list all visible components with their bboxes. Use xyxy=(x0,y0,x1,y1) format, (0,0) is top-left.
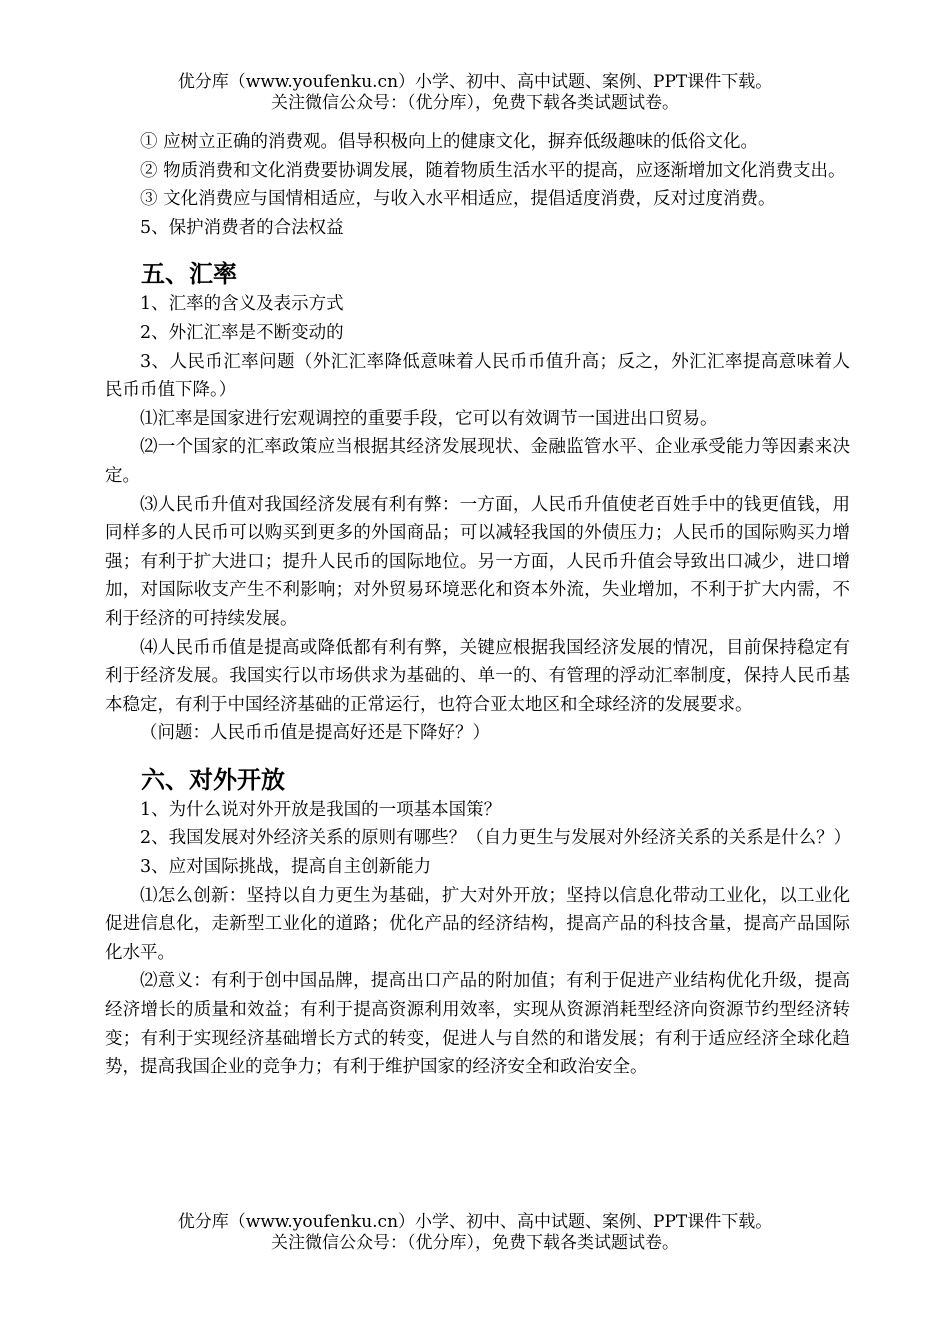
paragraph: ① 应树立正确的消费观。倡导积极向上的健康文化，摒弃低级趣味的低俗文化。 xyxy=(140,132,759,152)
paragraph: ⑷人民币币值是提高或降低都有利有弊，关键应根据我国经济发展的情况，目前保持稳定有利于经济发展。我国实行以市场供求为基础的、单一的、有管理的浮动汇率制度，保持人民币基本稳定，有利于中国经济基础的正常运行，也符合亚太地区和全球经济的发展要求。 xyxy=(105,637,850,715)
paragraph: 2、外汇汇率是不断变动的 xyxy=(140,322,344,343)
paragraph: 3、应对国际挑战，提高自主创新能力 xyxy=(140,857,432,878)
paragraph: 2、我国发展对外经济关系的原则有哪些？（自力更生与发展对外经济关系的关系是什么？） xyxy=(140,828,852,849)
paragraph: （问题：人民币币值是提高好还是下降好？） xyxy=(140,723,490,744)
paragraph: ⑴怎么创新：坚持以自力更生为基础，扩大对外开放；坚持以信息化带动工业化，以工业化促进信息化，走新型工业化的道路；优化产品的经济结构，提高产品的科技含量，提高产品国际化水平。 xyxy=(105,885,850,963)
paragraph: 5、保护消费者的合法权益 xyxy=(140,217,344,238)
paragraph: 1、汇率的含义及表示方式 xyxy=(140,294,344,315)
header-line-2: 关注微信公众号：（优分库），免费下载各类试题试卷。 xyxy=(271,93,679,113)
paragraph: ② 物质消费和文化消费要协调发展，随着物质生活水平的提高，应逐渐增加文化消费支出。 xyxy=(140,160,846,181)
paragraph: ⑵一个国家的汇率政策应当根据其经济发展现状、金融监管水平、企业承受能力等因素来决定。 xyxy=(105,437,850,486)
footer-line-1: 优分库（www.youfenku.cn）小学、初中、高中试题、案例、PPT课件下载。 xyxy=(177,1212,773,1232)
footer-line-2: 关注微信公众号：（优分库），免费下载各类试题试卷。 xyxy=(271,1233,679,1253)
document-body xyxy=(105,128,850,1082)
page-header xyxy=(0,72,950,114)
paragraph: ③ 文化消费应与国情相适应，与收入水平相适应，提倡适度消费，反对过度消费。 xyxy=(140,189,776,210)
section-heading: 六、对外开放 xyxy=(141,765,285,794)
paragraph: ⑵意义：有利于创中国品牌，提高出口产品的附加值；有利于促进产业结构优化升级，提高经济增长的质量和效益；有利于提高资源利用效率，实现从资源消耗型经济向资源节约型经济转变；有利于实现经济基础增长方式的转变，促进人与自然的和谐发展；有利于适应经济全球化趋势，提高我国企业的竞争力；有利于维护国家的经济安全和政治安全。 xyxy=(105,971,850,1078)
section-heading: 五、汇率 xyxy=(141,260,237,289)
page-footer xyxy=(0,1212,950,1254)
paragraph: ⑶人民币升值对我国经济发展有利有弊：一方面，人民币升值使老百姓手中的钱更值钱，用同样多的人民币可以购买到更多的外国商品；可以减轻我国的外债压力；人民币的国际购买力增强；有利于扩大进口；提升人民币的国际地位。另一方面，人民币升值会导致出口减少，进口增加，对国际收支产生不利影响；对外贸易环境恶化和资本外流，失业增加，不利于扩大内需，不利于经济的可持续发展。 xyxy=(105,494,850,629)
header-line-1: 优分库（www.youfenku.cn）小学、初中、高中试题、案例、PPT课件下载。 xyxy=(177,72,773,92)
paragraph: 1、为什么说对外开放是我国的一项基本国策？ xyxy=(140,799,502,820)
paragraph: ⑴汇率是国家进行宏观调控的重要手段，它可以有效调节一国进出口贸易。 xyxy=(140,408,718,429)
paragraph: 3、人民币汇率问题（外汇汇率降低意味着人民币币值升高；反之，外汇汇率提高意味着人民币币值下降。） xyxy=(105,351,850,401)
